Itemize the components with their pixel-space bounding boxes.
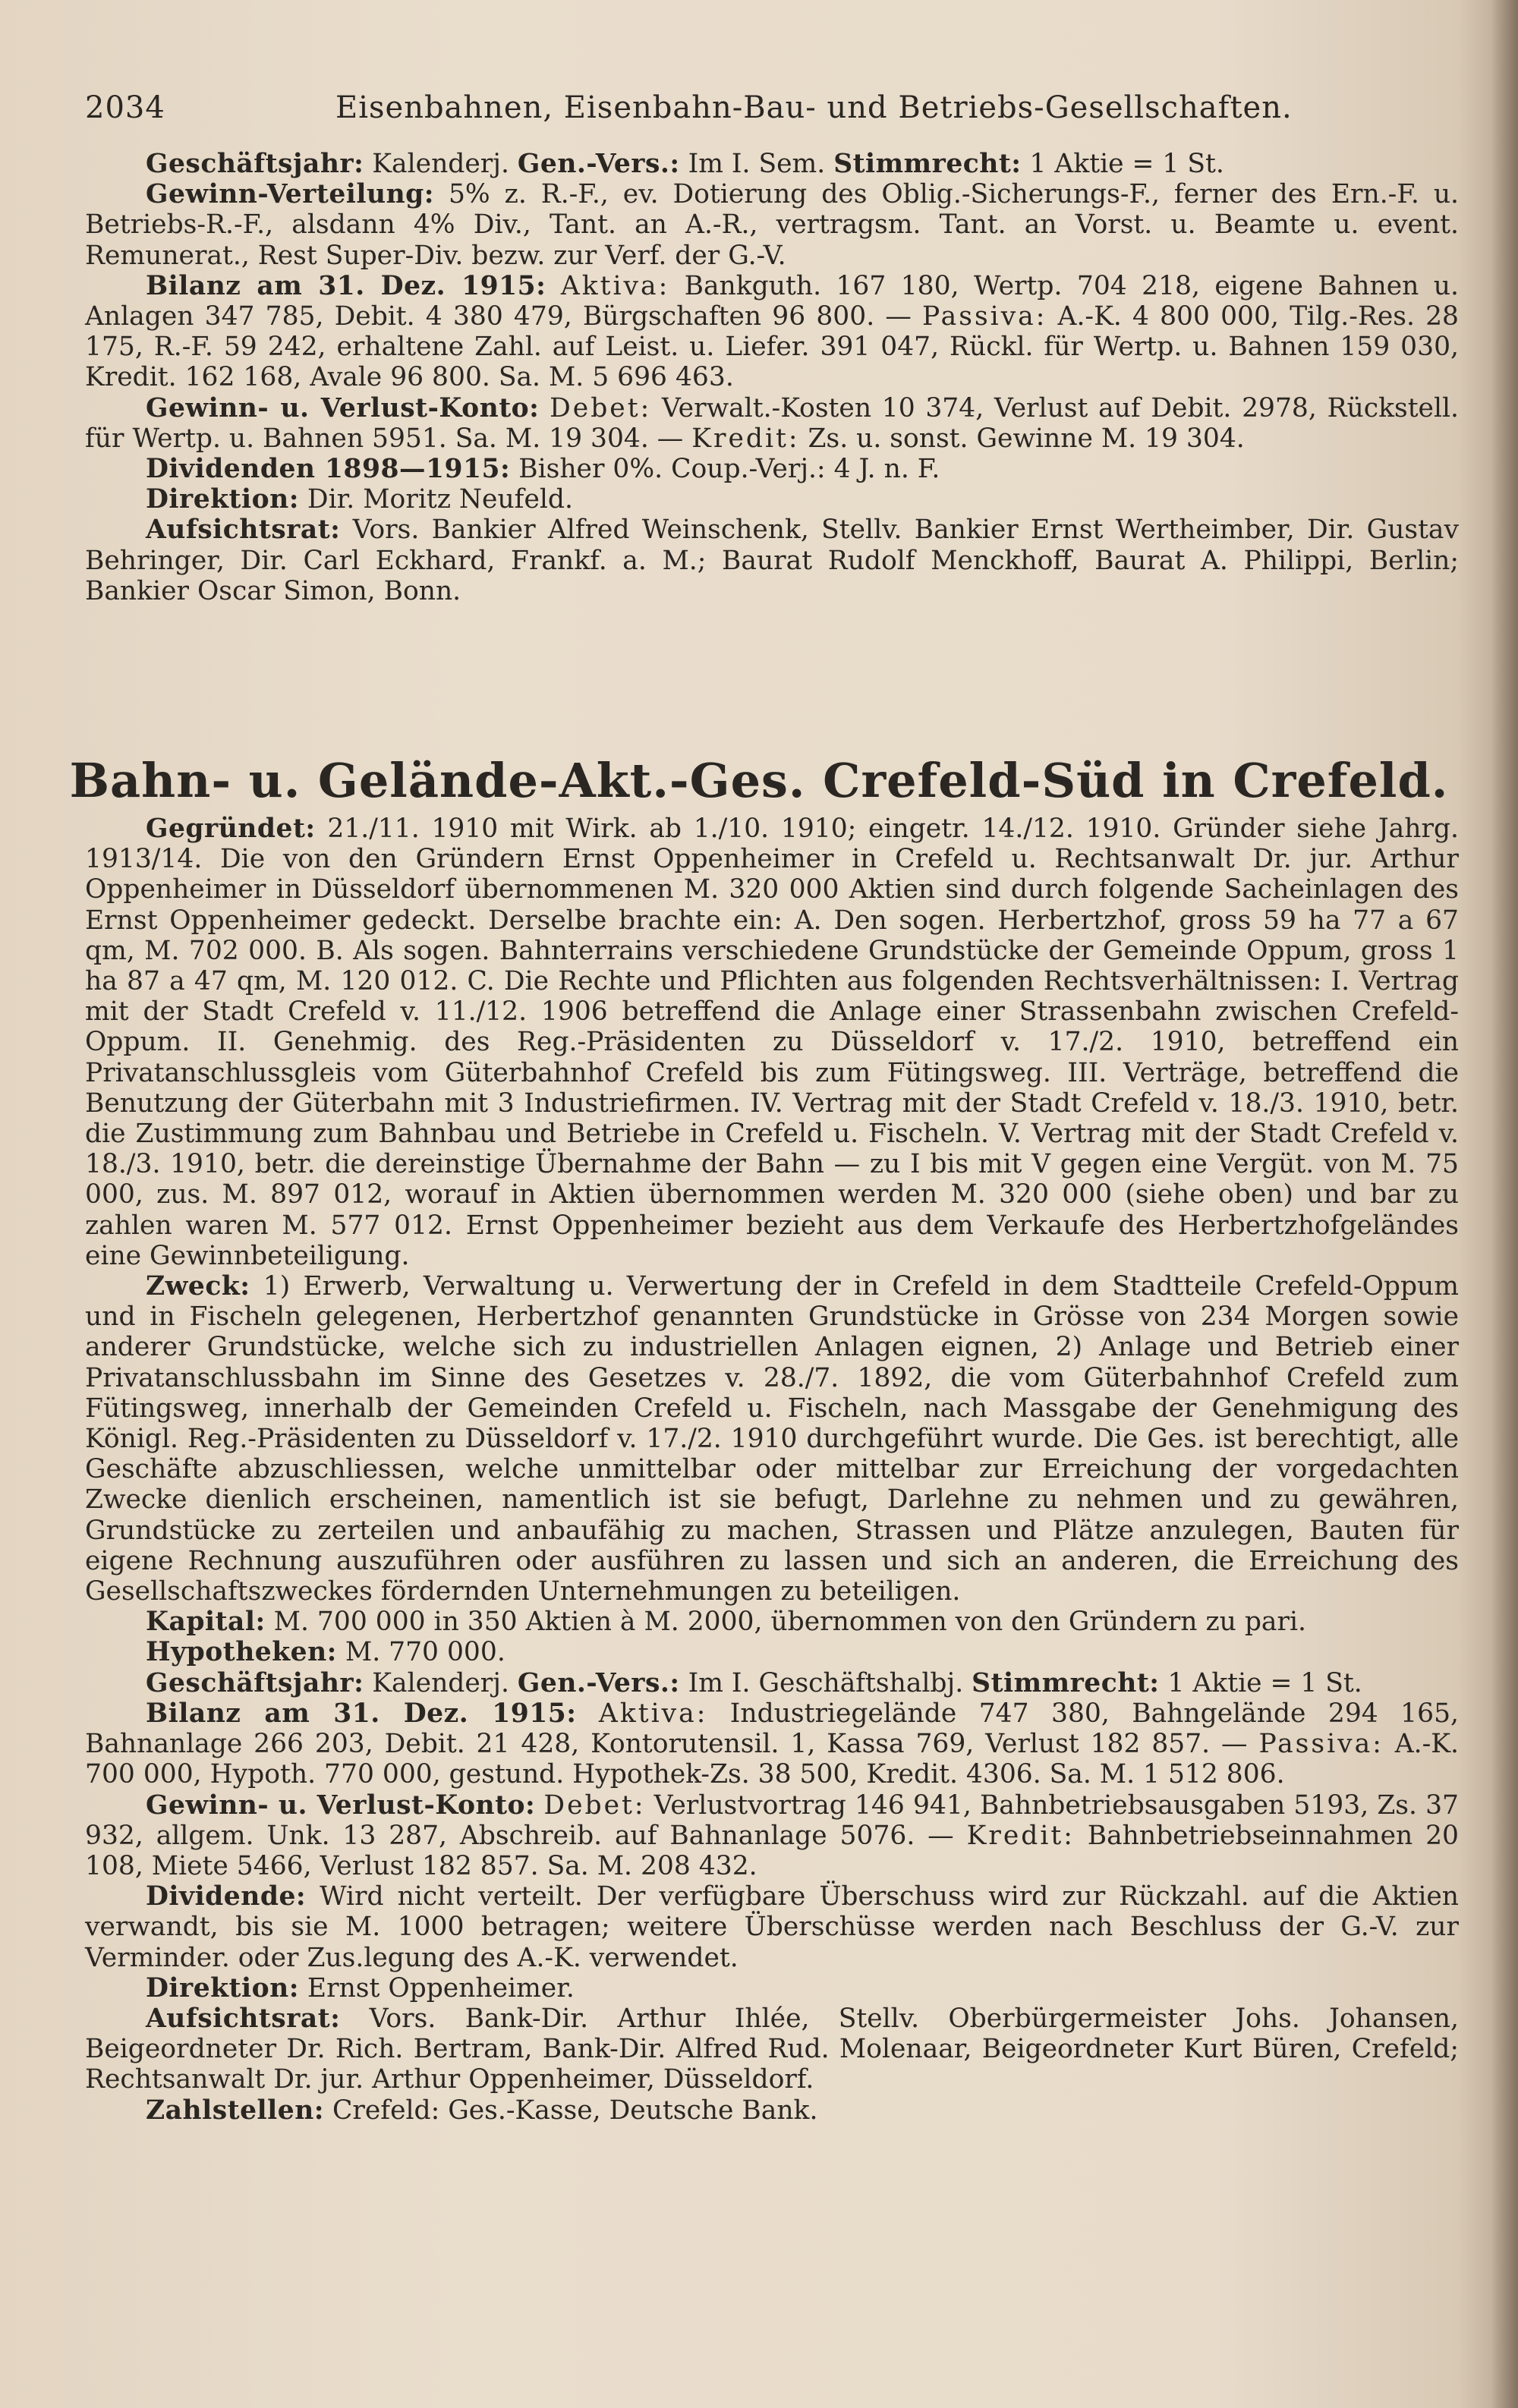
gewinn-verteilung: Gewinn-Verteilung: 5% z. R.-F., ev. Dotierung des Oblig.-Sicherungs-F., ferner des Ern.-F. u. Betriebs-R.-F., alsdann 4% Div., Tant. an A.-R., vertragsm. Tant. an Vorst. u. Beamte u. event. Remunerat., Rest Super-Div. bezw. zur Verf. der G.-V. <box>85 179 1459 271</box>
page-header <box>85 85 1451 131</box>
bilanz: Bilanz am 31. Dez. 1915: Aktiva: Bankguth. 167 180, Wertp. 704 218, eigene Bahnen u. Anlagen 347 785, Debit. 4 380 479, Bürgschaften 96 800. — Passiva: A.-K. 4 800 000, Tilg.-Res. 28 175, R.-F. 59 242, erhaltene Zahl. auf Leist. u. Liefer. 391 047, Rückl. für Wertp. u. Bahnen 159 030, Kredit. 162 168, Avale 96 800. Sa. M. 5 696 463. <box>85 270 1459 393</box>
page-edge-shadow <box>1491 0 1518 2408</box>
dividende: Dividende: Wird nicht verteilt. Der verfügbare Überschuss wird zur Rückzahl. auf die Aktien verwandt, bis sie M. 1000 betragen; weitere Überschüsse werden nach Beschluss der G.-V. zur Verminder. oder Zus.legung des A.-K. verwendet. <box>85 1881 1459 1973</box>
aufsichtsrat: Aufsichtsrat: Vors. Bankier Alfred Weinschenk, Stellv. Bankier Ernst Wertheimber, Dir. Gustav Behringer, Dir. Carl Eckhard, Frankf. a. M.; Baurat Rudolf Menckhoff, Baurat A. Philippi, Berlin; Bankier Oscar Simon, Bonn. <box>85 515 1459 606</box>
gewinn-verlust-konto: Gewinn- u. Verlust-Konto: Debet: Verwalt.-Kosten 10 374, Verlust auf Debit. 2978, Rückstell. für Wertp. u. Bahnen 5951. Sa. M. 19 304. — Kredit: Zs. u. sonst. Gewinne M. 19 304. <box>85 392 1460 454</box>
dividenden: Dividenden 1898—1915: Bisher 0%. Coup.-Verj.: 4 J. n. F. <box>146 454 940 485</box>
running-title: Eisenbahnen, Eisenbahn-Bau- und Betriebs-Gesellschaften. <box>335 90 1293 125</box>
zweck: Zweck: 1) Erwerb, Verwaltung u. Verwertung der in Crefeld in dem Stadtteile Crefeld-Oppum und in Fischeln gelegenen, Herbertzhof genannten Grundstücke in Grösse von 234 Morgen sowie anderer Grundstücke, welche sich zu industriellen Anlagen eignen, 2) Anlage und Betrieb einer Privatanschlussbahn im Sinne des Gesetzes v. 28./7. 1892, die vom Güterbahnhof Crefeld zum Fütingsweg, innerhalb der Gemeinden Crefeld u. Fischeln, nach Massgabe der Genehmigung des Königl. Reg.-Präsidenten zu Düsseldorf v. 17./2. 1910 durchgeführt wurde. Die Ges. ist berechtigt, alle Geschäfte abzuschliessen, welche unmittelbar oder mittelbar zur Erreichung der vorgedachten Zwecke dienlich erscheinen, namentlich ist sie befugt, Darlehne zu nehmen und zu gewähren, Grundstücke zu zerteilen und anbaufähig zu machen, Strassen und Plätze anzulegen, Bauten für eigene Rechnung auszuführen oder ausführen zu lassen und sich an anderen, die Erreichung des Gesellschaftszweckes fördernden Unternehmungen zu beteiligen. <box>85 1271 1459 1607</box>
geschaeftsjahr-line: Geschäftsjahr: Kalenderj. Gen.-Vers.: Im I. Sem. Stimmrecht: 1 Aktie = 1 St. <box>146 149 1224 179</box>
direktion: Direktion: Dir. Moritz Neufeld. <box>146 484 573 515</box>
kapital: Kapital: M. 700 000 in 350 Aktien à M. 2000, übernommen von den Gründern zu pari. <box>146 1607 1306 1638</box>
gegruendet: Gegründet: 21./11. 1910 mit Wirk. ab 1./10. 1910; eingetr. 14./12. 1910. Gründer siehe Jahrg. 1913/14. Die von den Gründern Ernst Oppenheimer in Crefeld u. Rechtsanwalt Dr. jur. Arthur Oppenheimer in Düsseldorf übernommenen M. 320 000 Aktien sind durch folgende Sacheinlagen des Ernst Oppenheimer gedeckt. Derselbe brachte ein: A. Den sogen. Herbertzhof, gross 59 ha 77 a 67 qm, M. 702 000. B. Als sogen. Bahnterrains verschiedene Grundstücke der Gemeinde Oppum, gross 1 ha 87 a 47 qm, M. 120 012. C. Die Rechte und Pflichten aus folgenden Rechtsverhältnissen: I. Vertrag mit der Stadt Crefeld v. 11./12. 1906 betreffend die Anlage einer Strassenbahn zwischen Crefeld-Oppum. II. Genehmig. des Reg.-Präsidenten zu Düsseldorf v. 17./2. 1910, betreffend ein Privatanschlussgleis vom Güterbahnhof Crefeld bis zum Fütingsweg. III. Verträge, betreffend die Benutzung der Güterbahn mit 3 Industriefirmen. IV. Vertrag mit der Stadt Crefeld v. 18./3. 1910, betr. die Zustimmung zum Bahnbau und Betriebe in Crefeld u. Fischeln. V. Vertrag mit der Stadt Crefeld v. 18./3. 1910, betr. die dereinstige Übernahme der Bahn — zu I bis mit V gegen eine Vergüt. von M. 75 000, zus. M. 897 012, worauf in Aktien übernommen werden M. 320 000 (siehe oben) und bar zu zahlen waren M. 577 012. Ernst Oppenheimer bezieht aus dem Verkaufe des Herbertzhofgeländes eine Gewinnbeteiligung. <box>85 814 1459 1271</box>
aufsichtsrat: Aufsichtsrat: Vors. Bank-Dir. Arthur Ihlée, Stellv. Oberbürgermeister Johs. Johansen, Beigeordneter Dr. Rich. Bertram, Bank-Dir. Alfred Rud. Molenaar, Beigeordneter Kurt Büren, Crefeld; Rechtsanwalt Dr. jur. Arthur Oppenheimer, Düsseldorf. <box>85 2003 1459 2095</box>
geschaeftsjahr-line: Geschäftsjahr: Kalenderj. Gen.-Vers.: Im I. Geschäftshalbj. Stimmrecht: 1 Aktie = 1 St. <box>146 1667 1362 1698</box>
gewinn-verlust-konto: Gewinn- u. Verlust-Konto: Debet: Verlustvortrag 146 941, Bahnbetriebsausgaben 5193, Zs. 37 932, allgem. Unk. 13 287, Abschreib. auf Bahnanlage 5076. — Kredit: Bahnbetriebseinnahmen 20 108, Miete 5466, Verlust 182 857. Sa. M. 208 432. <box>85 1789 1459 1881</box>
bilanz: Bilanz am 31. Dez. 1915: Aktiva: Industriegelände 747 380, Bahngelände 294 165, Bahnanlage 266 203, Debit. 21 428, Kontorutensil. 1, Kassa 769, Verlust 182 857. — Passiva: A.-K. 700 000, Hypoth. 770 000, gestund. Hypothek-Zs. 38 500, Kredit. 4306. Sa. M. 1 512 806. <box>85 1698 1459 1790</box>
company-title: Bahn- u. Gelände-Akt.-Ges. Crefeld-Süd in Crefeld. <box>69 753 1449 808</box>
hypotheken: Hypotheken: M. 770 000. <box>146 1637 505 1668</box>
direktion: Direktion: Ernst Oppenheimer. <box>146 1972 575 2004</box>
zahlstellen: Zahlstellen: Crefeld: Ges.-Kasse, Deutsche Bank. <box>146 2095 818 2126</box>
entry-previous-company <box>85 149 1459 606</box>
entry-crefeld-sued <box>85 814 1459 2126</box>
page-number: 2034 <box>85 90 165 125</box>
